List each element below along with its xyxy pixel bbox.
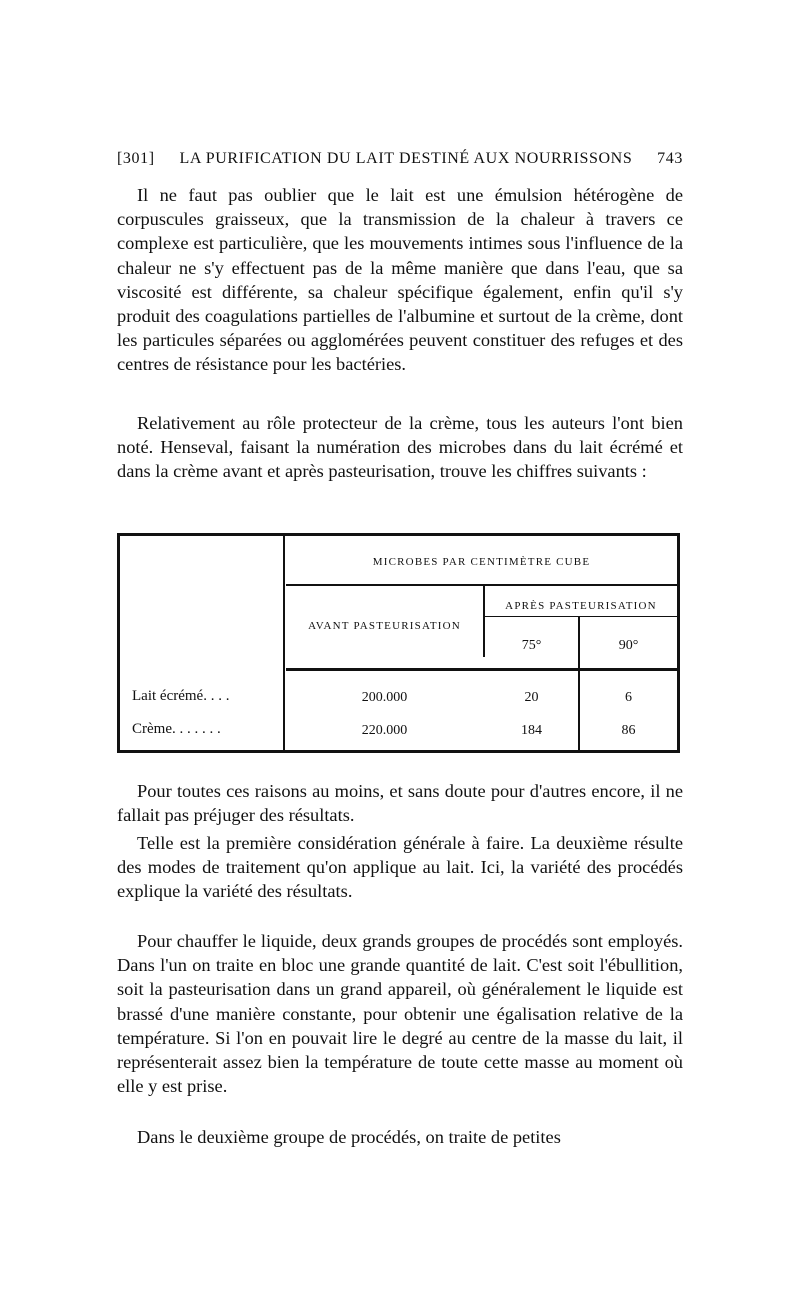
paragraph-5: Pour chauffer le liquide, deux grands groupes de procédés sont employés. Dans l'un on traite en bloc une grande quantité de lait. C'est soit l'ébullition, soit la pasteurisation dans un grand appareil, où généralement le liquide est brassé d'une manière constante, pour obtenir une égalisation relative de la température. Si l'on en pouvait lire le degré au centre de la masse du lait, il représenterait assez bien la température de toute cette masse au moment où elle y est prise. (117, 931, 683, 1097)
page-number: 743 (657, 150, 683, 167)
page-reference: [301] (117, 150, 155, 167)
header-after-pasteurisation: APRÈS PASTEURISATION (505, 600, 657, 612)
paragraph-2: Relativement au rôle protecteur de la crème, tous les auteurs l'ont bien noté. Henseval, faisant la numération des microbes dans du lait écrémé et dans la crème avant et après pasteurisation, trouve les chiffres suivants : (117, 413, 683, 482)
cell-75: 184 (521, 723, 542, 738)
header-75-degrees: 75° (521, 638, 542, 653)
cell-90: 86 (621, 723, 636, 738)
running-head (117, 150, 683, 168)
header-90-degrees: 90° (618, 638, 639, 653)
running-title: LA PURIFICATION DU LAIT DESTINÉ AUX NOURRISSONS (179, 150, 633, 167)
cell-75: 20 (524, 690, 539, 705)
cell-before: 200.000 (361, 690, 408, 705)
header-before-pasteurisation: AVANT PASTEURISATION (308, 620, 461, 632)
row-label-creme: Crème. . . . . . . (132, 721, 221, 737)
row-label-lait-ecreme: Lait écrémé. . . . (132, 688, 230, 704)
paragraph-1: Il ne faut pas oublier que le lait est une émulsion hétérogène de corpuscules graisseux, que la transmission de la chaleur à travers ce complexe est particulière, que les mouvements intimes sous l'influence de la chaleur ne s'y effectuent pas de la même manière que dans l'eau, que sa viscosité est différente, sa chaleur spécifique également, enfin qu'il s'y produit des coagulations partielles de l'albumine et surtout de la crème, dont les particules séparées ou agglomérées peuvent constituer des refuges et des centres de résistance pour les bactéries. (117, 185, 683, 375)
table-main-header: MICROBES PAR CENTIMÈTRE CUBE (372, 556, 591, 568)
paragraph-4: Telle est la première considération générale à faire. La deuxième résulte des modes de traitement qu'on applique au lait. Ici, la variété des procédés explique la variété des résultats. (117, 833, 683, 902)
cell-90: 6 (625, 690, 632, 705)
table-header-rule (286, 668, 677, 671)
microbe-count-table (117, 533, 680, 753)
cell-before: 220.000 (361, 723, 408, 738)
paragraph-3: Pour toutes ces raisons au moins, et sans doute pour d'autres encore, il ne fallait pas préjuger des résultats. (117, 781, 683, 826)
table-rule (483, 616, 677, 617)
table-rule (286, 584, 677, 586)
table-column-divider (283, 536, 285, 750)
paragraph-6: Dans le deuxième groupe de procédés, on traite de petites (137, 1127, 561, 1147)
